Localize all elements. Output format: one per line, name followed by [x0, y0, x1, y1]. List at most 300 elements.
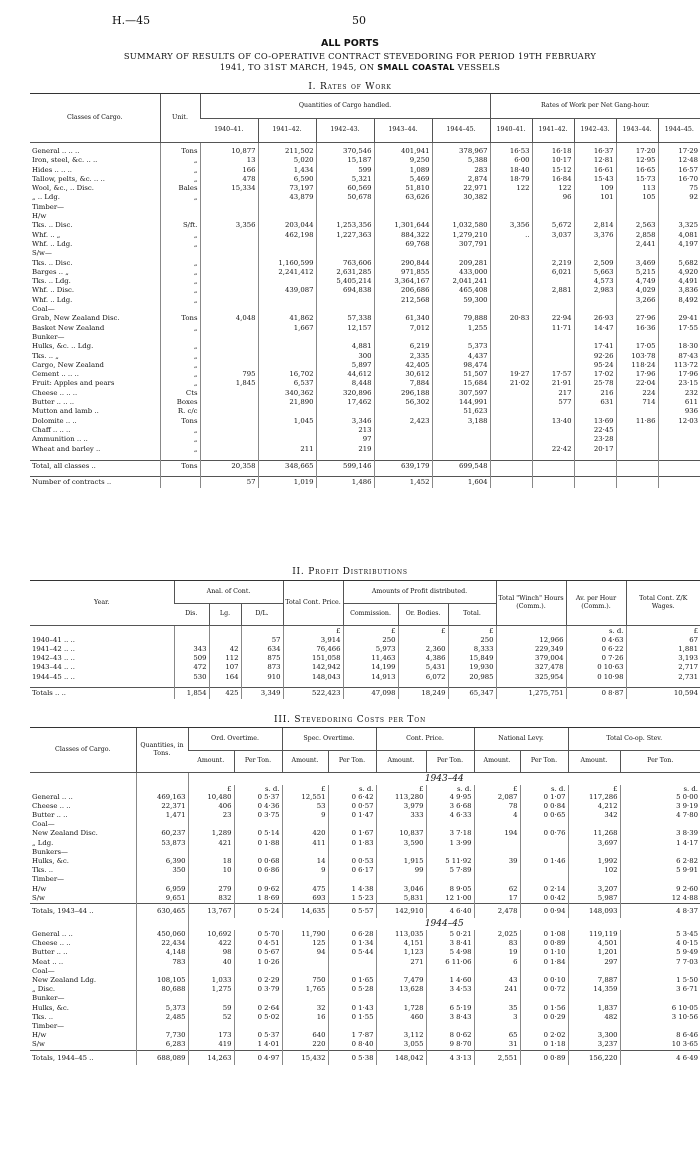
table-cell: 0 1·65	[328, 976, 376, 985]
total-row	[30, 461, 700, 473]
table-cell	[258, 342, 316, 351]
table-cell: 12 4·88	[620, 894, 700, 904]
table-cell: 232	[658, 389, 700, 398]
table-cell: 1,275	[188, 985, 234, 994]
table-cell: 0 1·47	[328, 811, 376, 820]
table-cell: 7,887	[568, 976, 620, 985]
table-cell: 340,362	[258, 389, 316, 398]
table-cell: 105	[616, 193, 658, 202]
table-cell: 22,971	[432, 184, 490, 193]
table-cell	[426, 848, 474, 857]
table-cell	[490, 445, 532, 454]
table-cell: 16,702	[258, 370, 316, 379]
table-cell	[188, 875, 234, 884]
table-cell: 203,044	[258, 221, 316, 230]
table-row	[30, 426, 700, 435]
table-cell: 18,249	[398, 688, 448, 700]
table-cell: 151,058	[283, 654, 343, 663]
table-cell: 0 1·84	[520, 958, 568, 967]
amount-column-header: Amount.	[376, 750, 426, 772]
table-cell: 69,768	[374, 240, 432, 249]
table-cell: 714	[616, 398, 658, 407]
table-cell: 300	[316, 352, 374, 361]
table-cell: 0 2·14	[520, 885, 568, 894]
table-cell: „	[160, 379, 200, 388]
table-cell: 694,838	[316, 286, 374, 295]
year-heading-row	[30, 772, 700, 785]
table-cell: £	[474, 785, 520, 793]
table-cell: 2,563	[616, 221, 658, 230]
table-cell: 59	[188, 1004, 234, 1013]
table-cell: 95·24	[574, 361, 616, 370]
table-cell: 5 7·89	[426, 866, 474, 875]
table-cell	[136, 967, 188, 976]
table-cell: 10,480	[188, 793, 234, 802]
table-cell	[376, 875, 426, 884]
table-cell: Bunkers—	[32, 847, 68, 856]
table-cell: 693	[282, 894, 328, 904]
table-cell: Mutton and lamb ..	[32, 407, 99, 416]
table-row	[30, 976, 700, 985]
table-cell: „	[160, 445, 200, 454]
table-cell: s. d.	[328, 785, 376, 793]
table-cell: 5 3·45	[620, 930, 700, 939]
table-cell: 3,979	[376, 802, 426, 811]
table-cell	[574, 333, 616, 342]
table-cell: 8,492	[658, 296, 700, 305]
table-cell	[258, 240, 316, 249]
table-cell: 3 9·19	[620, 802, 700, 811]
table-cell	[30, 785, 136, 793]
table-cell: 4	[474, 811, 520, 820]
table-cell: 4,148	[136, 948, 188, 957]
table-row	[30, 212, 700, 221]
table-cell: 43	[474, 976, 520, 985]
table-cell: 17·02	[574, 370, 616, 379]
col-total: Total.	[448, 603, 496, 625]
table-cell	[426, 820, 474, 829]
table-cell	[209, 625, 241, 636]
table-cell: 3,112	[376, 1031, 426, 1040]
table-cell: S/w	[32, 1040, 45, 1049]
table-cell: 0 0·84	[520, 802, 568, 811]
table-cell	[532, 296, 574, 305]
table-cell: 0 10·98	[566, 673, 626, 682]
table-cell: Hulks, &c. .. Ldg.	[32, 342, 94, 351]
table-row	[30, 948, 700, 957]
table-cell: 3,237	[568, 1040, 620, 1050]
table-cell: „	[160, 342, 200, 351]
table-cell: 3,697	[568, 839, 620, 848]
table-cell: 98,474	[432, 361, 490, 370]
table-cell: 3 6·71	[620, 985, 700, 994]
table-row	[30, 259, 700, 268]
table-cell	[200, 445, 258, 454]
table-cell: 17·41	[574, 342, 616, 351]
table-cell: s. d.	[234, 785, 282, 793]
table-cell: Tks. .. Ldg.	[32, 277, 71, 286]
table-cell: 2,485	[136, 1013, 188, 1022]
table-cell: 10·17	[532, 156, 574, 165]
table-cell: 113,035	[376, 930, 426, 939]
table-cell: 1,452	[374, 476, 432, 488]
table-cell: 213	[316, 426, 374, 435]
table-row	[30, 857, 700, 866]
table-cell: 44,612	[316, 370, 374, 379]
table-cell: 17·05	[616, 342, 658, 351]
table-cell: 32	[282, 1004, 328, 1013]
table-cell: 53,873	[136, 839, 188, 848]
table-cell: Wheat and barley ..	[32, 444, 101, 453]
table-cell: 1,301,644	[374, 221, 432, 230]
table-cell: 0 6·28	[328, 930, 376, 939]
table-cell: 4 8·37	[620, 903, 700, 918]
table-cell: 3,193	[626, 654, 700, 663]
table-cell: Tons	[160, 147, 200, 156]
table-cell: 5,431	[398, 663, 448, 672]
table-cell	[188, 820, 234, 829]
table-cell: 5,672	[532, 221, 574, 230]
table-cell: 142,910	[376, 903, 426, 918]
table-cell	[490, 324, 532, 333]
table-cell: 0 5·14	[234, 829, 282, 838]
col-cont-price: Cont. Price.	[376, 728, 474, 750]
table-cell: 5,663	[574, 268, 616, 277]
table-row	[30, 885, 700, 894]
table-cell	[532, 305, 574, 314]
table-cell: 40	[188, 958, 234, 967]
table-cell: 15,849	[448, 654, 496, 663]
table-row	[30, 829, 700, 838]
table-cell: 4,573	[574, 277, 616, 286]
table-cell	[658, 435, 700, 444]
table-cell: 1,275,751	[496, 688, 566, 700]
table-cell	[568, 994, 620, 1003]
table-cell: 101	[574, 193, 616, 202]
table-cell	[258, 361, 316, 370]
table-cell: 1,089	[374, 166, 432, 175]
table-cell: 4,501	[568, 939, 620, 948]
table-cell	[234, 875, 282, 884]
table-cell	[282, 994, 328, 1003]
col-or-bodies: Or. Bodies.	[398, 603, 448, 625]
table-cell: „	[160, 259, 200, 268]
table-cell: 0 0·65	[520, 811, 568, 820]
table-cell: 630,465	[136, 903, 188, 918]
table-cell: 0 1·55	[328, 1013, 376, 1022]
table-cell: Barges .. „	[32, 267, 69, 276]
table-cell: 4,920	[658, 268, 700, 277]
table-cell: „	[160, 277, 200, 286]
table-cell: 5,215	[616, 268, 658, 277]
table-cell	[532, 212, 574, 221]
table-cell	[200, 305, 258, 314]
table-cell: 1940–41 .. ..	[32, 635, 75, 644]
table-cell: 5,831	[376, 894, 426, 904]
table-cell: 79,888	[432, 314, 490, 323]
table-row	[30, 277, 700, 286]
table-cell: Tks. ..	[32, 866, 54, 875]
table-cell: 699,548	[432, 461, 490, 473]
table-cell: Bunker—	[32, 332, 65, 341]
table-cell: 465,408	[432, 286, 490, 295]
table-cell: 5 9·91	[620, 866, 700, 875]
table-row	[30, 314, 700, 323]
table-cell: 0 5·70	[234, 930, 282, 939]
year-column-header: 1941–42.	[258, 118, 316, 142]
table-cell: 50,678	[316, 193, 374, 202]
table-cell: Tons	[160, 417, 200, 426]
table-cell: 1944–45 .. ..	[32, 672, 75, 681]
table-cell	[616, 435, 658, 444]
table-cell: 21·02	[490, 379, 532, 388]
table-cell: 910	[241, 673, 283, 682]
table-cell: £	[398, 625, 448, 636]
table-cell: 2,041,241	[432, 277, 490, 286]
table-cell: 19·27	[490, 370, 532, 379]
table-cell	[474, 839, 520, 848]
table-cell: 2,983	[574, 286, 616, 295]
table-cell	[620, 848, 700, 857]
table-row	[30, 663, 700, 672]
table-cell: 212,568	[374, 296, 432, 305]
table-cell: 9	[282, 811, 328, 820]
table-cell: 6 5·19	[426, 1004, 474, 1013]
table-cell	[474, 820, 520, 829]
table-cell: 475	[282, 885, 328, 894]
table-cell: Butter .. ..	[32, 810, 68, 819]
table-cell: 87·43	[658, 352, 700, 361]
table-cell: 482	[568, 1013, 620, 1022]
table-cell: 156,220	[568, 1050, 620, 1065]
table-cell: 15,334	[200, 184, 258, 193]
table-cell: S/w—	[32, 249, 52, 258]
table-row	[30, 894, 700, 904]
table-cell: 98	[188, 948, 234, 957]
table-cell: 39	[474, 857, 520, 866]
table-cell: Hides .. .. ..	[32, 165, 72, 174]
table-cell: New Zealand Disc.	[32, 829, 98, 838]
amount-column-header: Amount.	[568, 750, 620, 772]
table-cell: 0 3·79	[234, 985, 282, 994]
table-cell: 9	[282, 866, 328, 875]
table-cell: 8,333	[448, 645, 496, 654]
table-row	[30, 673, 700, 682]
col-national-levy: National Levy.	[474, 728, 568, 750]
table-cell	[490, 407, 532, 416]
table-cell	[658, 426, 700, 435]
table-cell: 27·96	[616, 314, 658, 323]
table-cell	[136, 785, 188, 793]
table-cell: „	[160, 175, 200, 184]
table-cell: 14,263	[188, 1050, 234, 1065]
table-cell	[616, 203, 658, 212]
table-cell: 30,382	[432, 193, 490, 202]
table-cell: 67	[626, 636, 700, 645]
table-cell	[316, 333, 374, 342]
table-cell: 0 5·67	[234, 948, 282, 957]
table-cell: 211	[258, 445, 316, 454]
table-cell: 12 1·00	[426, 894, 474, 904]
table-cell: 3 7·18	[426, 829, 474, 838]
year-column-header: 1944–45.	[658, 118, 700, 142]
table-cell: 3,356	[490, 221, 532, 230]
amount-column-header: Amount.	[282, 750, 328, 772]
totals-row	[30, 688, 700, 700]
table-row	[30, 417, 700, 426]
per-ton-column-header: Per Ton.	[426, 750, 474, 772]
table-cell: Butter .. ..	[32, 948, 68, 957]
table-cell: 0 7·26	[566, 654, 626, 663]
table-cell: Chaff .. .. ..	[32, 425, 71, 434]
table-row	[30, 939, 700, 948]
table-cell: „	[160, 435, 200, 444]
table-cell: 16·84	[532, 175, 574, 184]
table-cell: 7,479	[376, 976, 426, 985]
table-cell: 611	[658, 398, 700, 407]
table-cell: Butter .. .. ..	[32, 398, 75, 407]
table-cell: 17·96	[658, 370, 700, 379]
table-cell: Timber—	[32, 1021, 65, 1030]
table-cell: 14,199	[343, 663, 398, 672]
table-cell	[316, 407, 374, 416]
table-cell: 4,749	[616, 277, 658, 286]
table-cell	[188, 967, 234, 976]
units-row	[30, 785, 700, 793]
year-heading: 1943–44	[188, 772, 700, 785]
table-row	[30, 361, 700, 370]
table-cell	[532, 342, 574, 351]
table-row	[30, 407, 700, 416]
table-cell	[258, 333, 316, 342]
table-cell: Timber—	[32, 875, 65, 884]
table-cell: 2,881	[532, 286, 574, 295]
table-row	[30, 645, 700, 654]
section-3-title: III. Stevedoring Costs per Ton	[273, 715, 427, 725]
table-cell: 16	[282, 1013, 328, 1022]
table-cell: 229,349	[496, 645, 566, 654]
table-cell: „	[160, 370, 200, 379]
table-row	[30, 636, 700, 645]
table-cell: 3 8·43	[426, 1013, 474, 1022]
table-cell: 1,881	[626, 645, 700, 654]
table-cell: 224	[616, 389, 658, 398]
table-cell	[568, 1022, 620, 1031]
table-cell: „	[160, 286, 200, 295]
col-total-wages: Total Cont. Z/K Wages.	[626, 581, 700, 625]
table-cell: H/w	[32, 884, 47, 893]
table-cell	[174, 625, 209, 636]
table-cell	[574, 212, 616, 221]
table-cell: S/ft.	[160, 221, 200, 230]
table-cell	[160, 333, 200, 342]
table-cell: Meat .. ..	[32, 957, 64, 966]
table-cell: General .. ..	[32, 929, 73, 938]
table-cell: 15,187	[316, 156, 374, 165]
table-cell	[160, 305, 200, 314]
table-cell	[658, 333, 700, 342]
year-column-header: 1943–44.	[374, 118, 432, 142]
table-cell: 0 6·86	[234, 866, 282, 875]
page-subtitle	[10, 51, 700, 73]
table-cell	[374, 435, 432, 444]
table-cell	[532, 352, 574, 361]
table-cell: 0 6·22	[566, 645, 626, 654]
table-cell: 2,219	[532, 259, 574, 268]
table-cell	[136, 848, 188, 857]
table-cell	[374, 249, 432, 258]
table-cell: 1 8·69	[234, 894, 282, 904]
table-row	[30, 398, 700, 407]
table-cell: 18·79	[490, 175, 532, 184]
table-cell: 378,967	[432, 147, 490, 156]
table-cell: 1,837	[568, 1004, 620, 1013]
table-cell: 3 8·39	[620, 829, 700, 838]
table-cell	[200, 352, 258, 361]
table-cell	[568, 848, 620, 857]
table-cell: 53	[282, 802, 328, 811]
table-row	[30, 866, 700, 875]
table-cell: 401,941	[374, 147, 432, 156]
table-cell: 0 0·89	[520, 939, 568, 948]
table-cell	[258, 305, 316, 314]
table-cell	[658, 249, 700, 258]
year-column-header: 1940–41.	[200, 118, 258, 142]
table-cell: 0 1·56	[520, 1004, 568, 1013]
table-cell: 3,356	[200, 221, 258, 230]
table-cell: 107	[209, 663, 241, 672]
table-cell	[200, 324, 258, 333]
table-cell: 1,033	[188, 976, 234, 985]
table-cell	[426, 1022, 474, 1031]
table-cell: „	[160, 426, 200, 435]
table-row	[30, 166, 700, 175]
subtitle-line-2: 1941, TO 31ST MARCH, 1945, ON SMALL COASTAL VESSELS	[219, 62, 501, 72]
table-cell	[200, 240, 258, 249]
table-cell: 307,791	[432, 240, 490, 249]
table-cell: 1,992	[568, 857, 620, 866]
table-cell: 325,954	[496, 673, 566, 682]
table-cell: 0 4·63	[566, 636, 626, 645]
table-cell: 290,844	[374, 259, 432, 268]
table-cell: 0 3·75	[234, 811, 282, 820]
table-cell	[490, 476, 532, 488]
table-cell: 350	[136, 866, 188, 875]
table-cell: 0 5·24	[234, 903, 282, 918]
table-cell	[258, 352, 316, 361]
table-cell	[658, 476, 700, 488]
table-cell	[490, 277, 532, 286]
table-cell	[234, 848, 282, 857]
table-cell	[490, 333, 532, 342]
col-commission: Commission.	[343, 603, 398, 625]
table-cell: 15,432	[282, 1050, 328, 1065]
table-cell	[490, 240, 532, 249]
table-cell: 4 7·80	[620, 811, 700, 820]
table-row	[30, 1004, 700, 1013]
table-cell	[328, 1022, 376, 1031]
table-cell: 2,335	[374, 352, 432, 361]
table-cell: 47,098	[343, 688, 398, 700]
table-cell: 1,045	[258, 417, 316, 426]
table-cell	[574, 407, 616, 416]
col-classes-of-cargo: Classes of Cargo.	[30, 728, 136, 772]
section-2-title: II. Profit Distributions	[292, 567, 408, 577]
profit-distributions-table	[30, 581, 700, 699]
table-cell: 5,373	[432, 342, 490, 351]
table-cell: 113	[616, 184, 658, 193]
col-profit-group: Amounts of Profit distributed.	[343, 581, 496, 603]
